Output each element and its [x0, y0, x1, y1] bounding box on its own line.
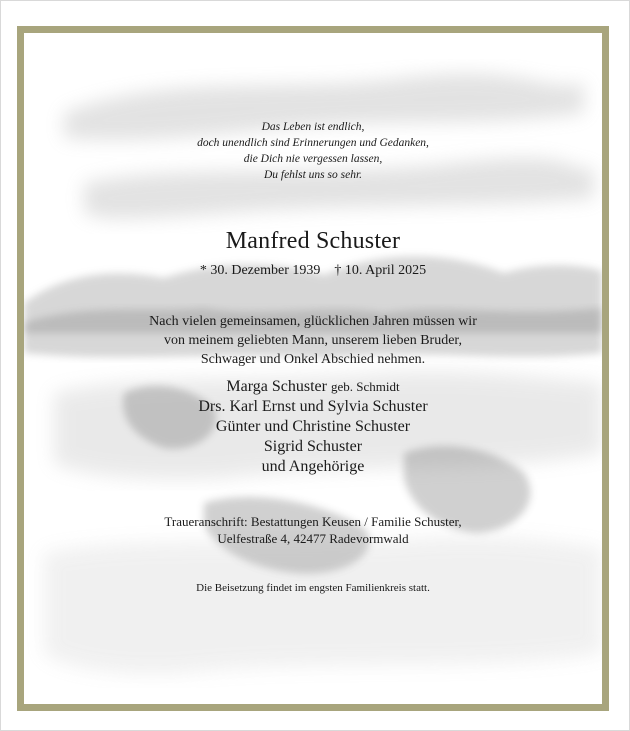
- deceased-name: Manfred Schuster: [225, 228, 401, 254]
- address-line: Uelfestraße 4, 42477 Radevormwald: [217, 531, 409, 546]
- poem-line: Du fehlst uns so sehr.: [263, 169, 363, 181]
- message-line: Schwager und Onkel Abschied nehmen.: [200, 352, 426, 367]
- address-line: Traueranschrift: Bestattungen Keusen / Familie Schuster,: [164, 514, 462, 529]
- mourners-list: [24, 377, 602, 477]
- poem-line: die Dich nie vergessen lassen,: [243, 153, 383, 165]
- mourner-line: und Angehörige: [261, 458, 365, 475]
- mourner-line: Sigrid Schuster: [263, 438, 363, 455]
- farewell-message: [24, 312, 602, 369]
- message-line: Nach vielen gemeinsamen, glücklichen Jahren müssen wir: [149, 314, 477, 329]
- obituary-frame: [17, 26, 609, 711]
- poem-line: doch unendlich sind Erinnerungen und Gedanken,: [197, 137, 429, 149]
- birth-date: * 30. Dezember 1939: [199, 263, 321, 278]
- death-date: † 10. April 2025: [334, 263, 427, 278]
- memorial-poem: [24, 119, 602, 183]
- message-line: von meinem geliebten Mann, unserem lieben Bruder,: [163, 333, 463, 348]
- mourner-line: [24, 377, 602, 397]
- life-dates: [24, 262, 602, 280]
- mourner-name: Marga Schuster: [226, 378, 327, 395]
- mourning-address: [24, 513, 602, 547]
- burial-note: Die Beisetzung findet im engsten Familienkreis statt.: [196, 582, 430, 594]
- maiden-name: geb. Schmidt: [330, 379, 400, 394]
- mourner-line: Günter und Christine Schuster: [215, 418, 411, 435]
- mourner-line: Drs. Karl Ernst und Sylvia Schuster: [198, 398, 428, 415]
- poem-line: Das Leben ist endlich,: [261, 121, 365, 133]
